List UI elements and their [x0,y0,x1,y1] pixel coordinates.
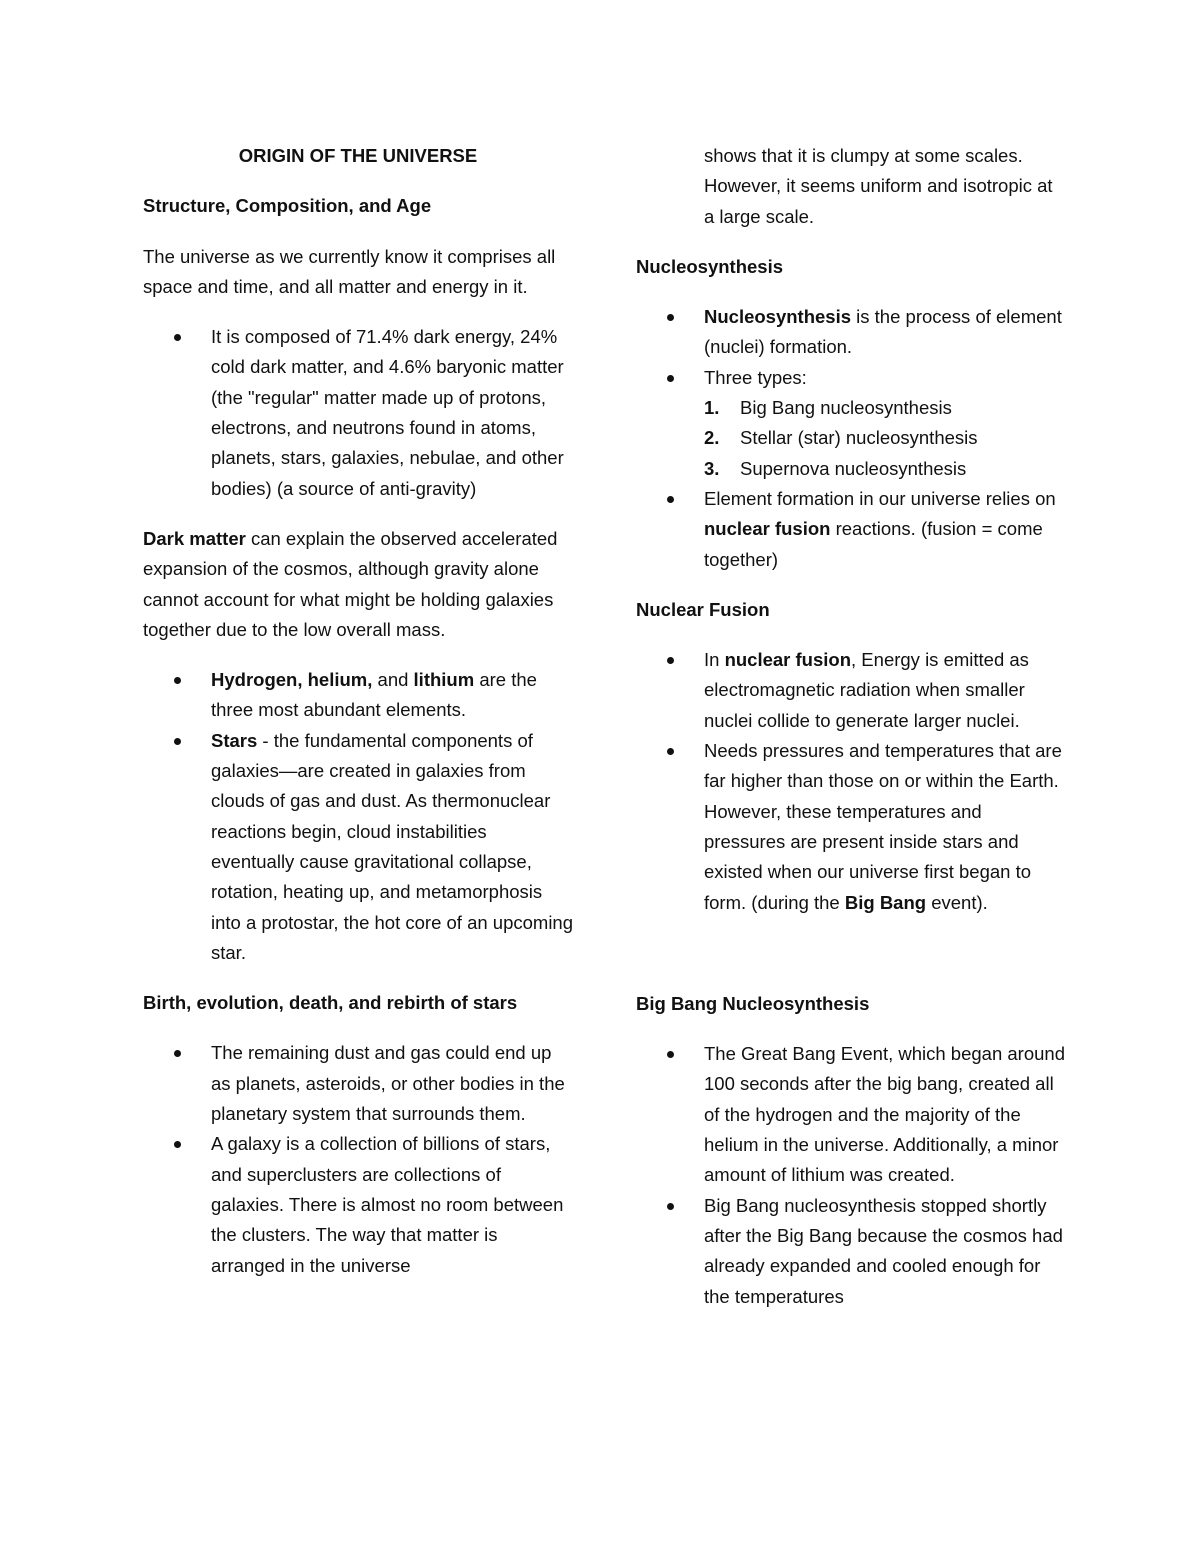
type-text: Stellar (star) nucleosynthesis [740,427,978,449]
type-text: Big Bang nucleosynthesis [740,397,952,419]
paragraph-dark-matter [143,524,573,645]
three-types-text: Three types: [704,366,807,388]
section-heading-nuclear-fusion: Nuclear Fusion [636,598,770,620]
fusion-energy-pre: In [704,649,725,671]
list-item-three-types [636,363,1066,393]
section-heading-nucleosynthesis: Nucleosynthesis [636,255,784,277]
type-number: 1. [704,397,720,419]
list-item-composition: It is composed of 71.4% dark energy, 24% cold dark matter, and 4.6% baryonic matter (the "regular" matter made up of protons, electrons, and neutrons found in atoms, planets, stars, galaxies, nebulae, and other bodies) (a source of anti-gravity) [143,322,573,504]
list-item-fusion-energy [636,645,1066,736]
bold-nucleosynthesis: Nucleosynthesis [704,306,852,328]
section-heading-big-bang-nucleosynthesis: Big Bang Nucleosynthesis [636,992,870,1014]
bold-stars: Stars [211,729,258,751]
abundant-elements-text: are the three most abundant elements. [211,669,537,721]
nucleosynthesis-list [636,302,1066,575]
list-item-type-1 [636,393,1066,423]
types-list-container [636,393,1066,484]
big-bang-list [636,1039,1066,1312]
pressures-text: Needs pressures and temperatures that are far higher than those on or within the Earth. However, these temperatures and pressures are present inside stars and existed when our universe first began to form. (during the [704,740,1062,913]
stars-text: - the fundamental components of galaxies—are created in galaxies from clouds of gas and dust. As thermonuclear reactions begin, cloud instabilities eventually cause gravitational collapse, rotation, heating up, and metamorphosis into a protostar, the hot core of an upcoming star. [211,729,574,963]
pressures-rest: event). [926,891,988,913]
elements-stars-list [143,665,573,968]
list-item-abundant-elements [143,665,573,726]
composition-list [143,322,573,504]
type-number: 3. [704,457,720,479]
stars-life-list [143,1038,573,1280]
list-item-great-bang: The Great Bang Event, which began around 100 seconds after the big bang, created all of the hydrogen and the majority of the helium in the universe. Additionally, a minor amount of lithium was created. [636,1039,1066,1190]
bold-dark-matter: Dark matter [143,527,246,549]
section-heading-structure: Structure, Composition, and Age [143,195,432,217]
bold-lithium: lithium [413,669,475,691]
paragraph-continued-galaxy: shows that it is clumpy at some scales. However, it seems uniform and isotropic at a large scale. [704,145,1053,227]
element-formation-text: Element formation in our universe relies on [704,487,1056,509]
list-item-galaxy: A galaxy is a collection of billions of stars, and superclusters are collections of galaxies. There is almost no room between the clusters. The way that matter is arranged in the universe [143,1129,573,1280]
conjunction-text: and [372,669,414,691]
list-item-stopped: Big Bang nucleosynthesis stopped shortly after the Big Bang because the cosmos had already expanded and cooled enough for the temperatures [636,1191,1066,1312]
bold-nuclear-fusion: nuclear fusion [704,518,831,540]
type-number: 2. [704,427,720,449]
list-item-element-formation [636,484,1066,575]
list-item-type-2 [636,423,1066,453]
left-column [143,141,573,1301]
paragraph-universe-intro: The universe as we currently know it comprises all space and time, and all matter and energy in it. [143,245,556,297]
right-column [636,141,1066,1332]
nucleosynthesis-definition-text: is the process of element (nuclei) formation. [704,306,1062,358]
bold-big-bang: Big Bang [844,891,927,913]
list-item-nucleosynthesis-definition [636,302,1066,363]
type-text: Supernova nucleosynthesis [740,457,967,479]
types-numbered-list [636,393,1066,484]
element-formation-rest: reactions. (fusion = come together) [704,518,1043,570]
bold-helium: helium, [307,669,373,691]
dark-matter-text: can explain the observed accelerated expansion of the cosmos, although gravity alone cannot account for what might be holding galaxies together due to the low overall mass. [143,527,558,640]
list-item-pressures [636,736,1066,918]
blank-space [636,938,1066,989]
list-item-type-3 [636,454,1066,484]
nuclear-fusion-list [636,645,1066,918]
list-item-stars [143,726,573,968]
list-item-remaining-dust: The remaining dust and gas could end up as planets, asteroids, or other bodies in the planetary system that surrounds them. [143,1038,573,1129]
bold-hydrogen: Hydrogen, [211,669,303,691]
fusion-energy-text: , Energy is emitted as electromagnetic radiation when smaller nuclei collide to generate larger nuclei. [704,649,1029,731]
document-title: ORIGIN OF THE UNIVERSE [238,145,478,166]
section-heading-birth-of-stars: Birth, evolution, death, and rebirth of stars [143,992,518,1014]
bold-nuclear-fusion: nuclear fusion [724,649,852,671]
